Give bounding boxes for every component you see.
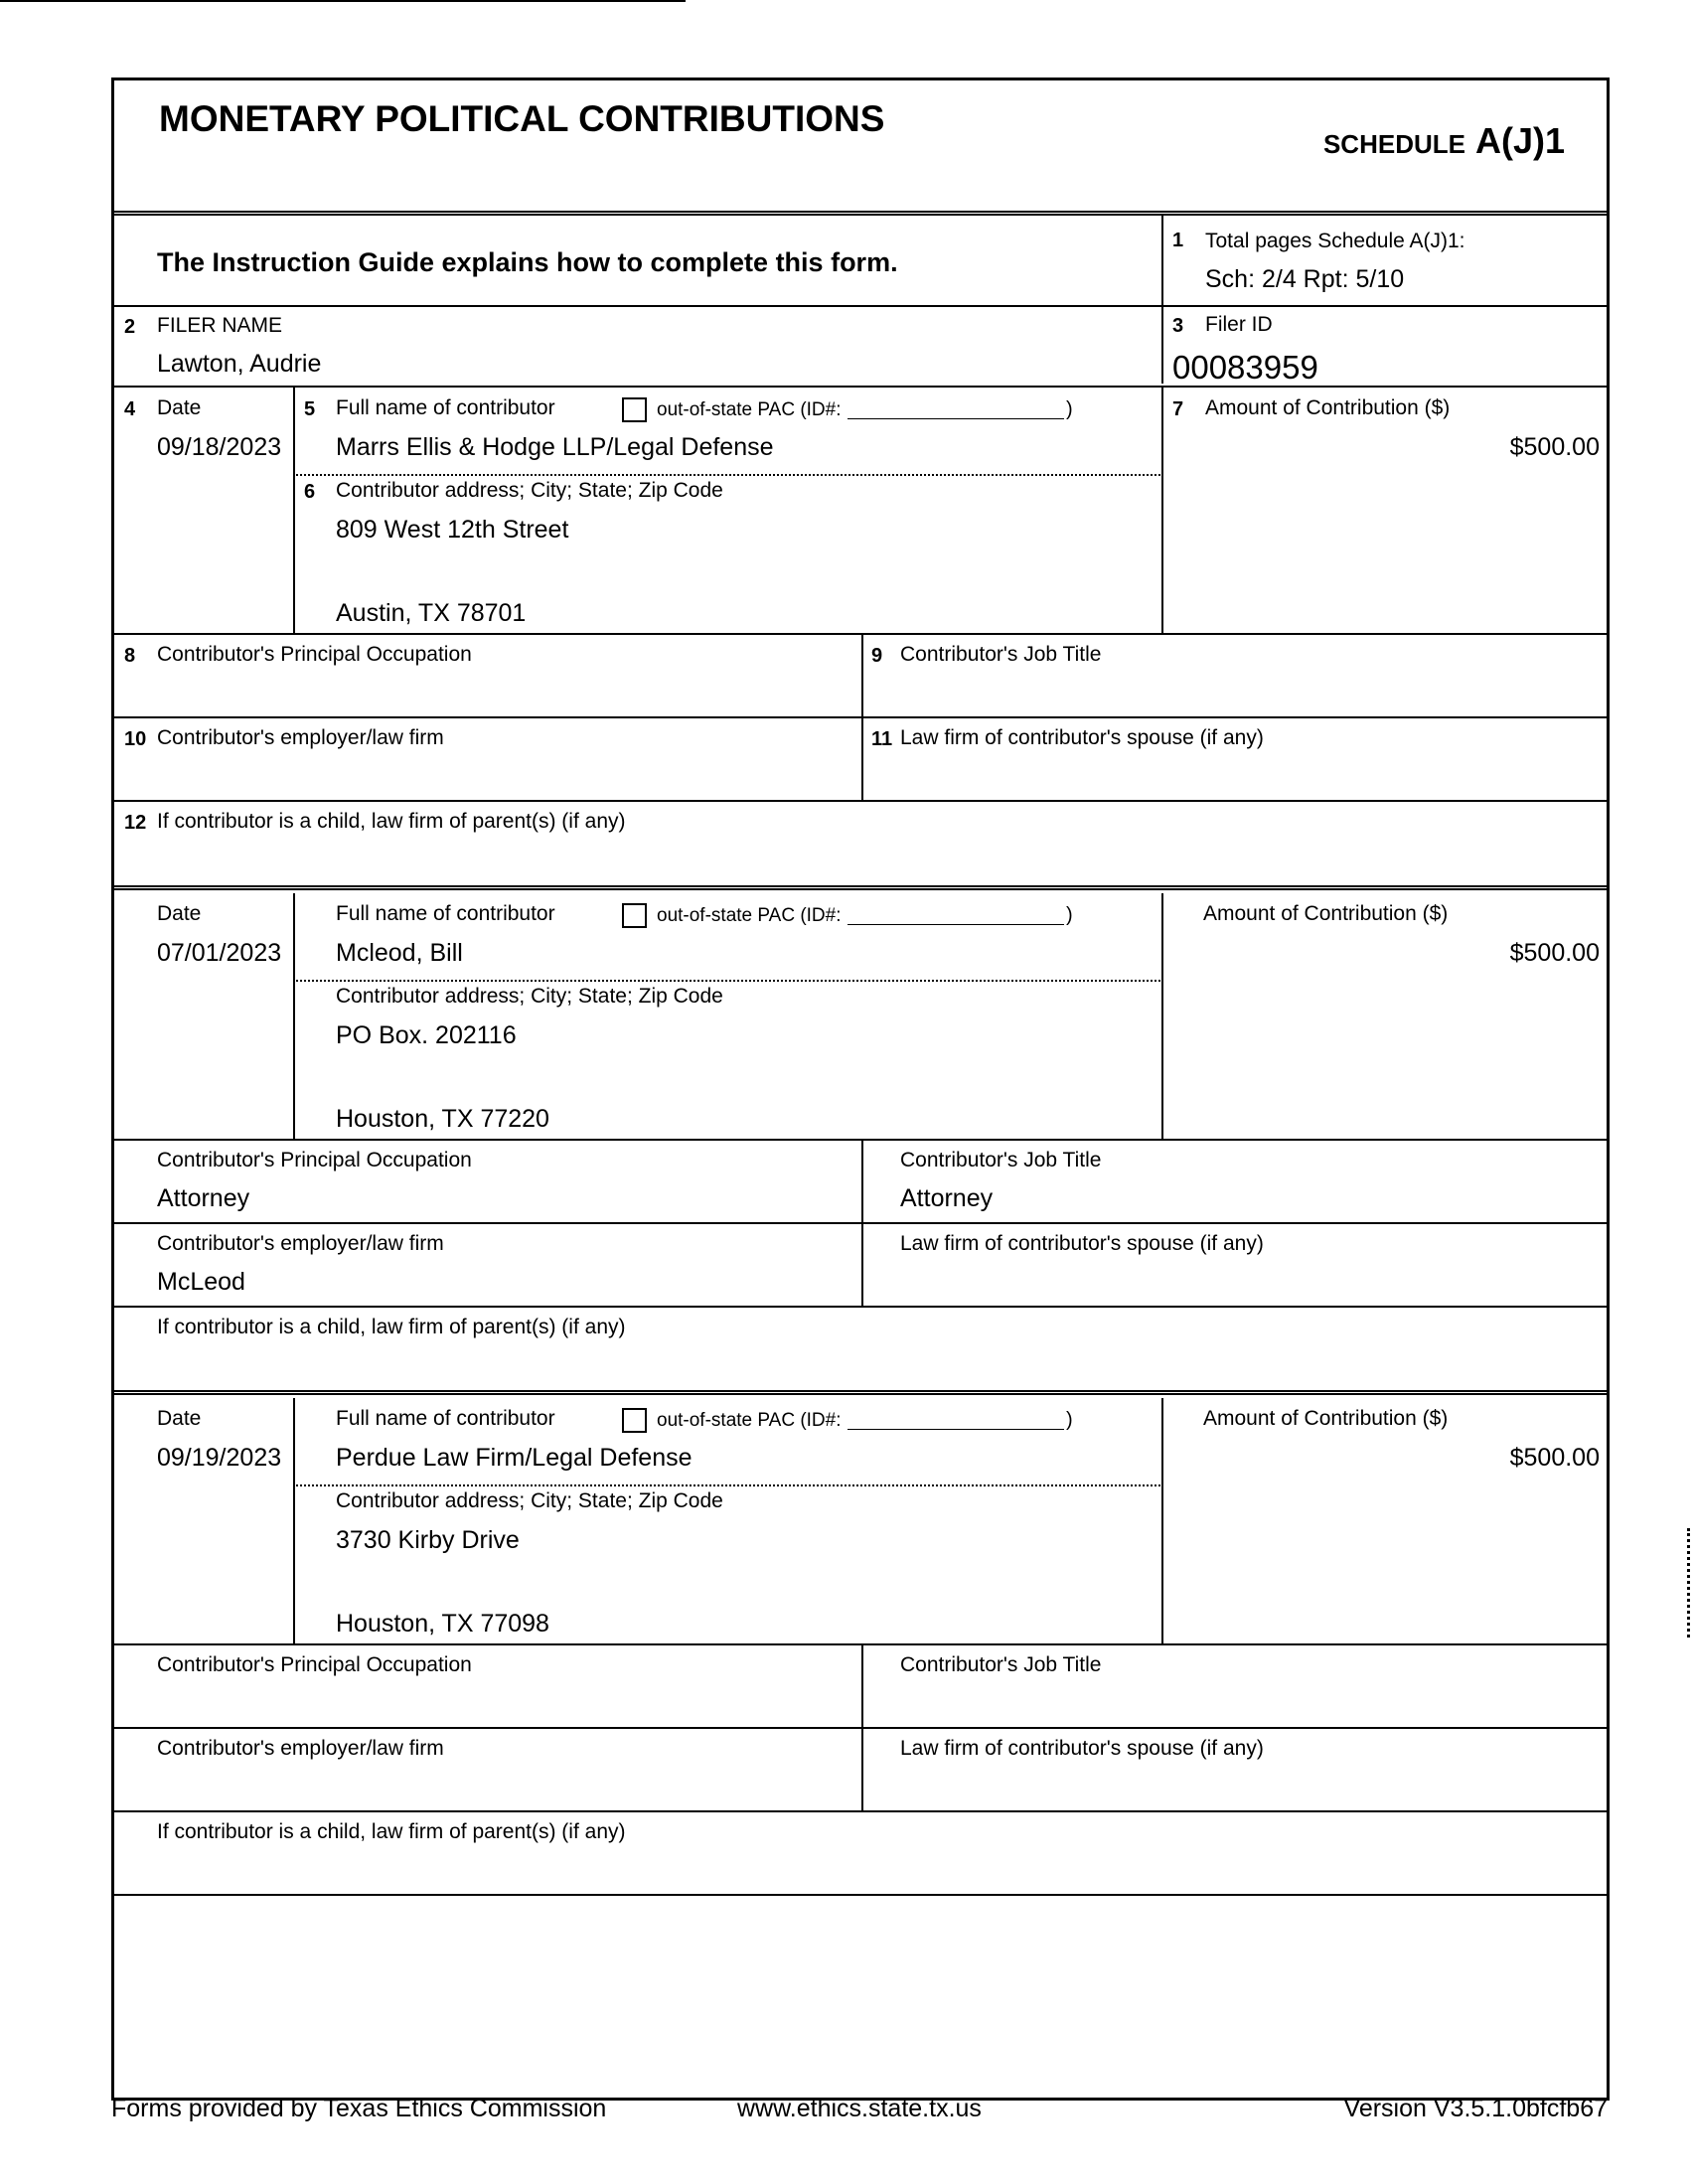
- occupation-label: Contributor's Principal Occupation: [157, 1149, 472, 1171]
- filer-name-label: FILER NAME: [157, 314, 283, 337]
- dotted-divider: [296, 980, 1160, 982]
- filer-name-number: 2: [124, 316, 136, 338]
- contributor-address-line2: Houston, TX 77220: [336, 1105, 549, 1133]
- row-divider: [114, 1810, 1607, 1812]
- contribution-amount: $500.00: [1509, 433, 1600, 461]
- header-divider: [114, 211, 1607, 216]
- total-pages-label: Total pages Schedule A(J)1:: [1205, 230, 1465, 252]
- amount-label: Amount of Contribution ($): [1203, 902, 1449, 925]
- dotted-divider: [296, 474, 1160, 476]
- contributor-address-line1: 809 West 12th Street: [336, 516, 569, 544]
- row-divider: [114, 1139, 1607, 1141]
- contribution-amount: $500.00: [1509, 939, 1600, 967]
- contributor-address-line1: PO Box. 202116: [336, 1021, 517, 1049]
- spouse-firm-label: Law firm of contributor's spouse (if any): [900, 1737, 1264, 1760]
- top-edge-rule: [0, 0, 686, 2]
- filer-name-value: Lawton, Audrie: [157, 350, 322, 378]
- column-divider: [1161, 893, 1163, 1139]
- contribution-date: 09/18/2023: [157, 433, 282, 461]
- date-label: Date: [157, 396, 202, 419]
- contributor-address-line2: Houston, TX 77098: [336, 1610, 549, 1638]
- contribution-date: 07/01/2023: [157, 939, 282, 967]
- total-pages-value: Sch: 2/4 Rpt: 5/10: [1205, 265, 1405, 293]
- child-parent-firm-label: If contributor is a child, law firm of parent(s) (if any): [157, 1820, 626, 1843]
- row-divider: [114, 1894, 1607, 1896]
- filer-id-number: 3: [1172, 315, 1184, 337]
- contributor-job-title: Attorney: [900, 1184, 994, 1212]
- full-name-label: Full name of contributor: [336, 1407, 555, 1430]
- entry-divider: [114, 885, 1607, 890]
- pac-close-paren: ): [1066, 398, 1073, 420]
- column-divider: [1161, 388, 1163, 633]
- child-parent-firm-label: If contributor is a child, law firm of parent(s) (if any): [157, 1316, 626, 1338]
- full-name-label: Full name of contributor: [336, 902, 555, 925]
- entry-divider: [114, 1390, 1607, 1395]
- contributor-occupation: Attorney: [157, 1184, 250, 1212]
- full-name-number: 5: [304, 398, 316, 420]
- contributor-name: Mcleod, Bill: [336, 939, 463, 967]
- pac-close-paren: ): [1066, 904, 1073, 926]
- amount-label: Amount of Contribution ($): [1203, 1407, 1449, 1430]
- schedule-form: [111, 78, 1610, 2101]
- employer-label: Contributor's employer/law firm: [157, 1737, 444, 1760]
- job-title-label: Contributor's Job Title: [900, 1653, 1102, 1676]
- date-label: Date: [157, 1407, 202, 1430]
- pac-id-line: [847, 924, 1064, 925]
- row-divider: [114, 633, 1607, 635]
- contribution-amount: $500.00: [1509, 1444, 1600, 1472]
- column-divider: [293, 388, 295, 633]
- schedule-word: SCHEDULE: [1322, 129, 1465, 159]
- out-of-state-pac-label: out-of-state PAC (ID#:: [657, 399, 842, 420]
- pac-id-line: [847, 418, 1064, 419]
- dotted-divider: [296, 1484, 1160, 1486]
- contributor-employer: McLeod: [157, 1268, 245, 1296]
- spouse-firm-label: Law firm of contributor's spouse (if any): [900, 1232, 1264, 1255]
- out-of-state-pac-label: out-of-state PAC (ID#:: [657, 1410, 842, 1431]
- address-label: Contributor address; City; State; Zip Code: [336, 1489, 723, 1512]
- row-divider: [114, 800, 1607, 802]
- form-title: MONETARY POLITICAL CONTRIBUTIONS: [159, 98, 885, 139]
- date-label: Date: [157, 902, 202, 925]
- filer-id-value: 00083959: [1172, 349, 1318, 386]
- column-divider: [293, 1398, 295, 1643]
- out-of-state-pac-checkbox[interactable]: [622, 397, 647, 422]
- contributor-name: Perdue Law Firm/Legal Defense: [336, 1444, 693, 1472]
- amount-number: 7: [1172, 398, 1184, 420]
- filer-id-label: Filer ID: [1205, 313, 1273, 336]
- out-of-state-pac-label: out-of-state PAC (ID#:: [657, 905, 842, 926]
- schedule-label: [1323, 120, 1565, 162]
- spouse-firm-label: Law firm of contributor's spouse (if any): [900, 726, 1264, 749]
- job-title-label: Contributor's Job Title: [900, 1149, 1102, 1171]
- full-name-label: Full name of contributor: [336, 396, 555, 419]
- row-divider: [114, 305, 1607, 307]
- row-divider: [114, 386, 1607, 388]
- out-of-state-pac-checkbox[interactable]: [622, 1408, 647, 1433]
- column-divider: [293, 893, 295, 1139]
- employer-number: 10: [124, 728, 147, 750]
- spouse-firm-number: 11: [871, 728, 893, 750]
- row-divider: [114, 1222, 1607, 1224]
- total-pages-number: 1: [1172, 230, 1184, 251]
- row-divider: [114, 716, 1607, 718]
- occupation-label: Contributor's Principal Occupation: [157, 1653, 472, 1676]
- row-divider: [114, 1643, 1607, 1645]
- job-title-number: 9: [871, 645, 883, 667]
- footer-website[interactable]: www.ethics.state.tx.us: [737, 2095, 982, 2122]
- instructions-text: The Instruction Guide explains how to complete this form.: [157, 247, 898, 277]
- address-label: Contributor address; City; State; Zip Code: [336, 985, 723, 1008]
- pac-id-line: [847, 1429, 1064, 1430]
- occupation-number: 8: [124, 645, 136, 667]
- column-divider: [1161, 1398, 1163, 1643]
- job-title-label: Contributor's Job Title: [900, 643, 1102, 666]
- date-number: 4: [124, 398, 136, 420]
- amount-label: Amount of Contribution ($): [1205, 396, 1451, 419]
- contribution-date: 09/19/2023: [157, 1444, 282, 1472]
- address-label: Contributor address; City; State; Zip Code: [336, 479, 723, 502]
- contributor-name: Marrs Ellis & Hodge LLP/Legal Defense: [336, 433, 774, 461]
- child-parent-firm-number: 12: [124, 812, 147, 834]
- child-parent-firm-label: If contributor is a child, law firm of parent(s) (if any): [157, 810, 626, 833]
- schedule-id: A(J)1: [1474, 120, 1565, 161]
- row-divider: [114, 1306, 1607, 1308]
- contributor-address-line2: Austin, TX 78701: [336, 599, 527, 627]
- contributor-address-line1: 3730 Kirby Drive: [336, 1526, 520, 1554]
- pac-close-paren: ): [1066, 1409, 1073, 1431]
- row-divider: [114, 1727, 1607, 1729]
- employer-label: Contributor's employer/law firm: [157, 1232, 444, 1255]
- address-number: 6: [304, 481, 316, 503]
- right-column-divider: [1161, 216, 1163, 384]
- occupation-label: Contributor's Principal Occupation: [157, 643, 472, 666]
- employer-label: Contributor's employer/law firm: [157, 726, 444, 749]
- footer-version: Version V3.5.1.0bfcfb67: [1343, 2095, 1608, 2122]
- scan-specks: [1687, 1528, 1693, 1638]
- out-of-state-pac-checkbox[interactable]: [622, 903, 647, 928]
- footer-provider: Forms provided by Texas Ethics Commission: [111, 2095, 607, 2122]
